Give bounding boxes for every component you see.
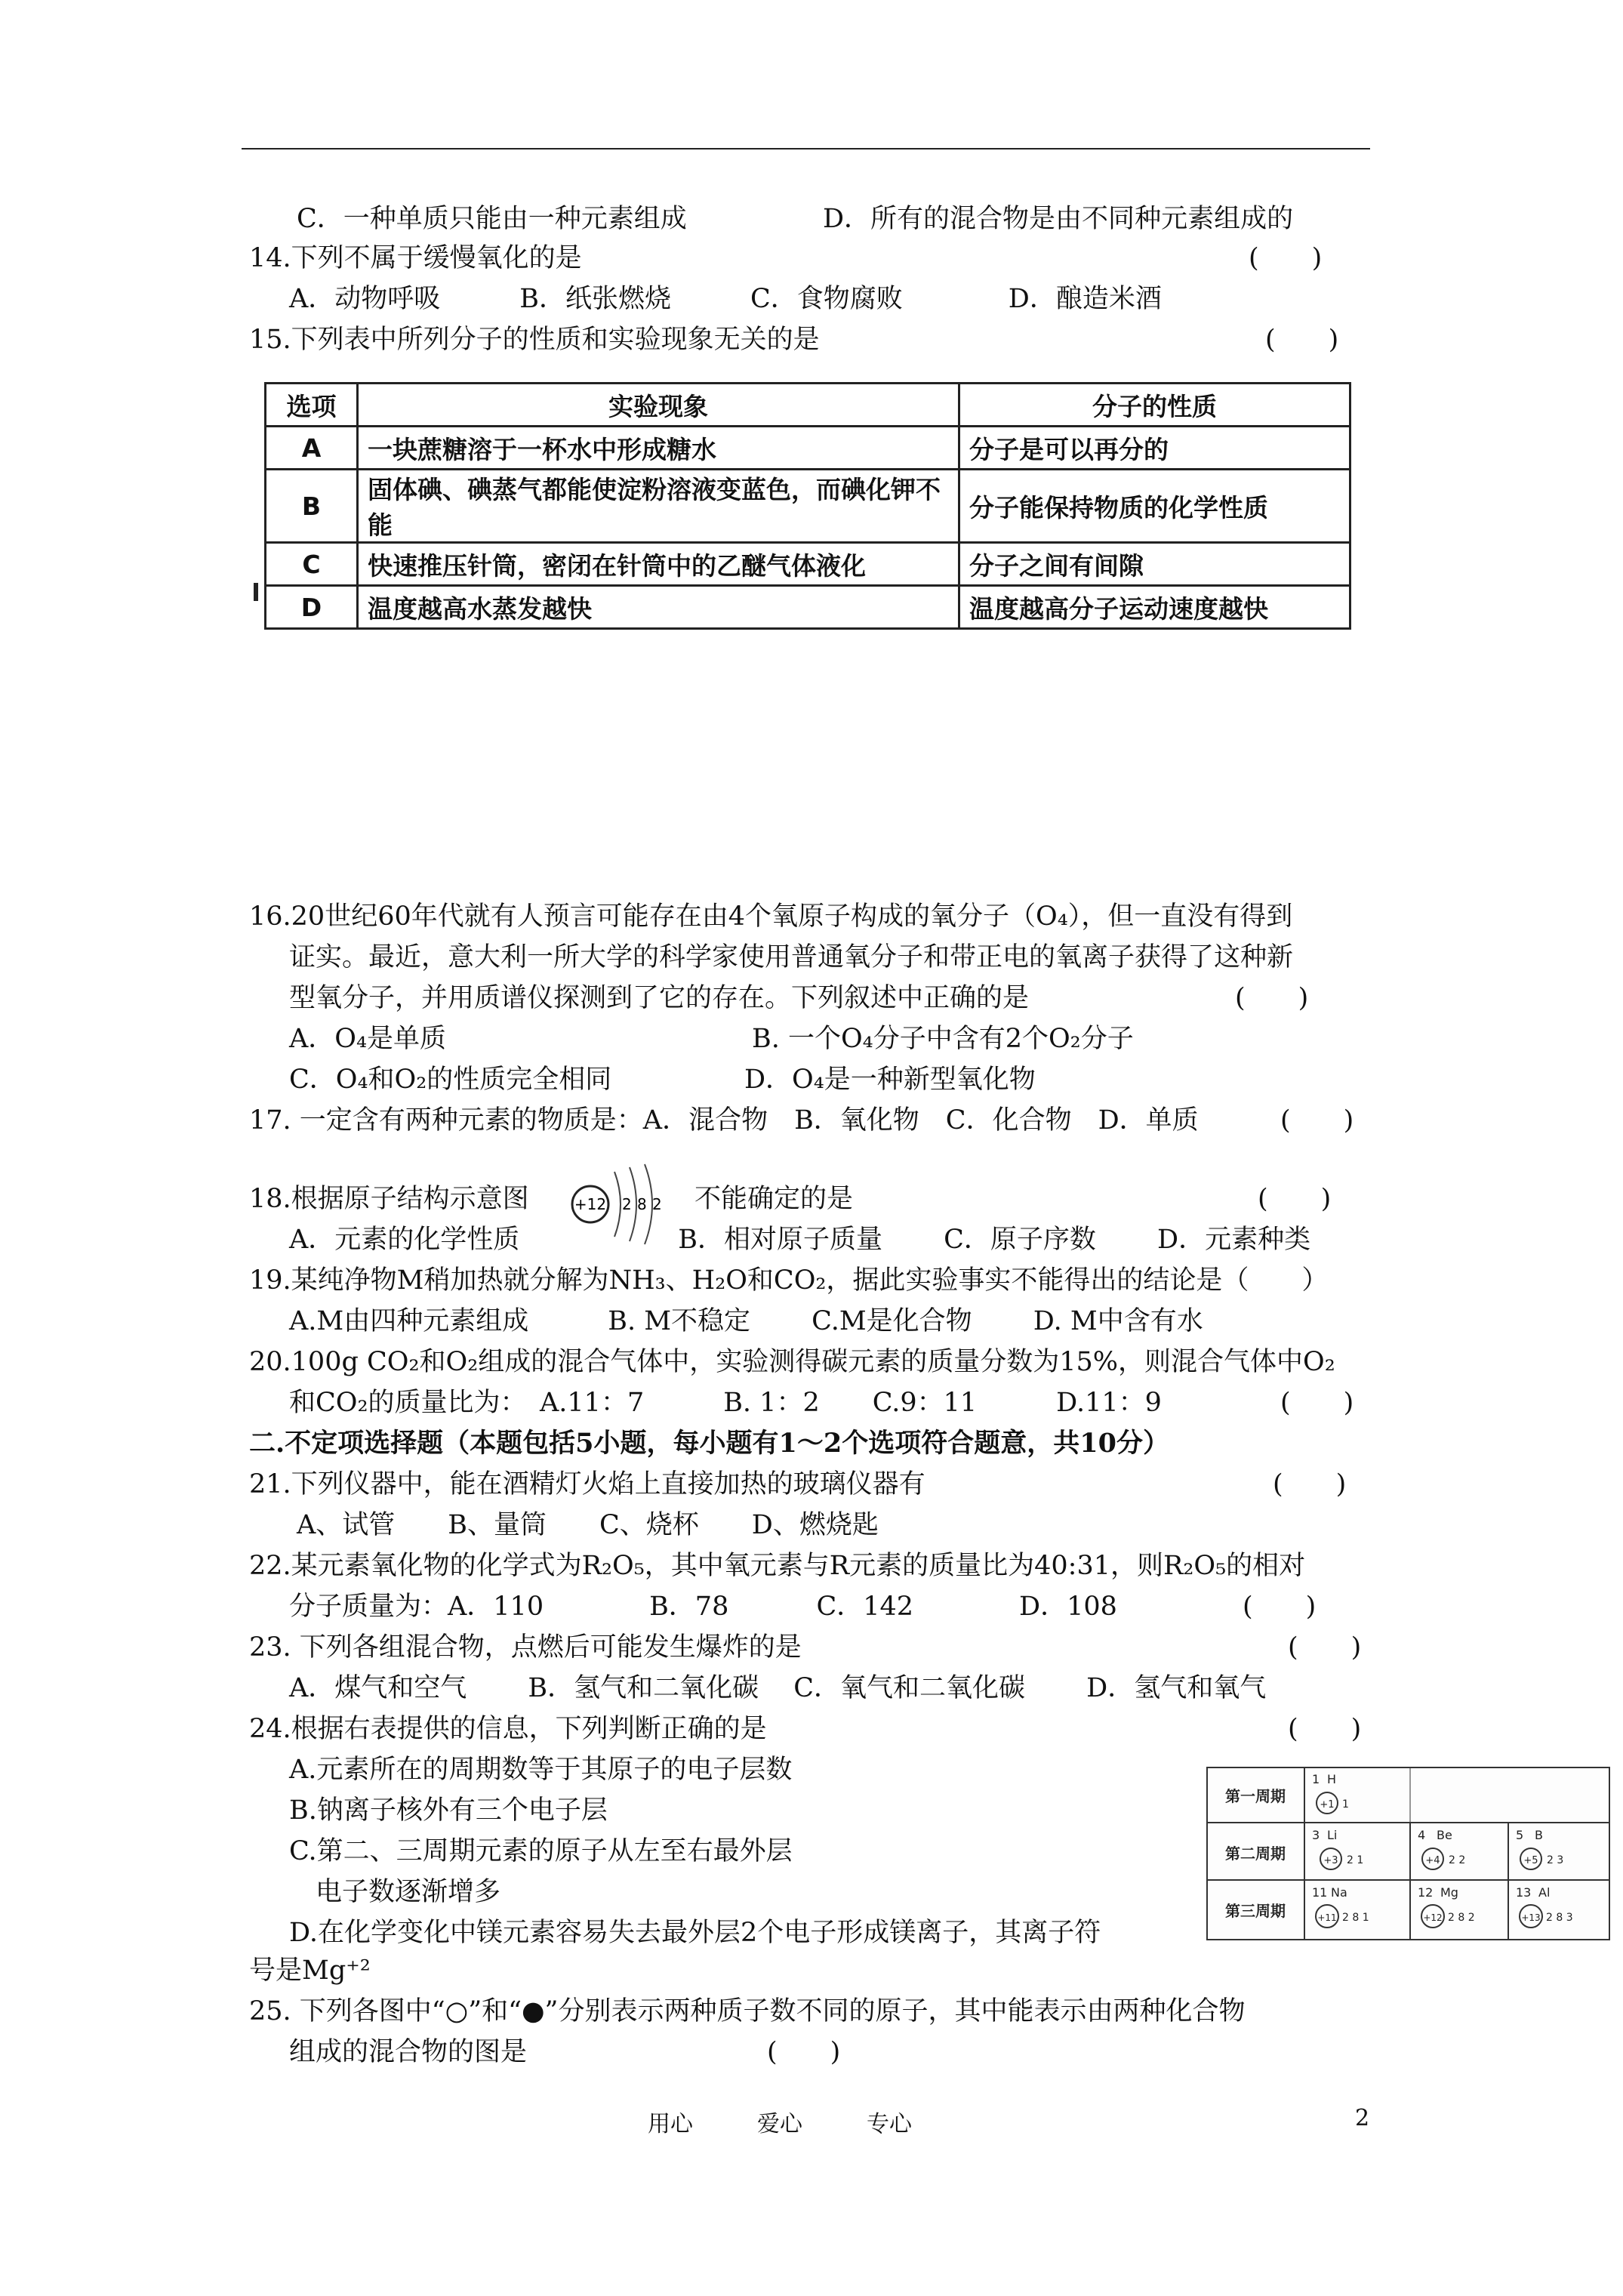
shell-counts: 2 1 — [1347, 1854, 1364, 1866]
table-header-cell: 实验现象 — [358, 384, 959, 427]
element-number: 4 — [1418, 1828, 1426, 1842]
shell-count-2: 8 — [637, 1195, 647, 1213]
period-label: 第三周期 — [1225, 1902, 1286, 1920]
table-scan-mark — [254, 583, 258, 601]
table-cell: 快速推压针筒，密闭在针筒中的乙醚气体液化 — [358, 543, 959, 586]
q24-option-c-line1: C.第二、三周期元素的原子从左至右最外层 — [289, 1836, 793, 1866]
q13-option-c: C．一种单质只能由一种元素组成 — [297, 204, 687, 234]
nucleus-charge: +4 — [1425, 1855, 1440, 1866]
q16-line2: 证实。最近，意大利一所大学的科学家使用普通氧分子和带正电的氧离子获得了这种新 — [289, 942, 1294, 972]
q18-options: A．元素的化学性质 B．相对原子质量 C．原子序数 D．元素种类 — [289, 1225, 1311, 1255]
table-header-cell: 选项 — [266, 384, 358, 427]
q21-options: A、试管 B、量筒 C、烧杯 D、燃烧匙 — [297, 1510, 879, 1540]
q20-line2: 和CO₂的质量比为： A.11：7 B. 1：2 C.9：11 D.11：9 — [289, 1388, 1162, 1418]
table-cell: 分子是可以再分的 — [959, 427, 1350, 470]
header-rule — [242, 148, 1370, 149]
q17-answer-paren: ( ) — [1280, 1105, 1354, 1136]
element-number: 13 — [1516, 1885, 1532, 1900]
page-number: 2 — [1355, 2105, 1370, 2131]
q16-line1: 16.20世纪60年代就有人预言可能存在由4个氧原子构成的氧分子（O₄），但一直没有得到 — [249, 901, 1293, 932]
q24-stem: 24.根据右表提供的信息，下列判断正确的是 — [249, 1714, 767, 1744]
element-number: 1 — [1312, 1772, 1320, 1786]
footer-text: 专心 — [867, 2111, 912, 2137]
element-number: 5 — [1516, 1828, 1524, 1842]
table-header-cell: 分子的性质 — [959, 384, 1350, 427]
periodic-table-figure — [1206, 1767, 1610, 1940]
shell-counts: 2 8 3 — [1546, 1912, 1573, 1924]
q16-option-d: D．O₄是一种新型氧化物 — [744, 1065, 1036, 1095]
table-cell: 温度越高分子运动速度越快 — [959, 586, 1350, 629]
q16-option-b: B. 一个O₄分子中含有2个O₂分子 — [752, 1024, 1134, 1054]
q15-stem: 15.下列表中所列分子的性质和实验现象无关的是 — [249, 325, 820, 355]
table-cell: D — [266, 586, 358, 629]
nucleus-charge: +11 — [1317, 1912, 1337, 1923]
q21-stem: 21.下列仪器中，能在酒精灯火焰上直接加热的玻璃仪器有 — [249, 1469, 925, 1499]
element-symbol: Be — [1437, 1828, 1452, 1842]
q20-line1: 20.100g CO₂和O₂组成的混合气体中，实验测得碳元素的质量分数为15%，则混合气体中O₂ — [249, 1347, 1335, 1377]
q23-stem: 23. 下列各组混合物，点燃后可能发生爆炸的是 — [249, 1632, 802, 1663]
q24-option-d-line1: D.在化学变化中镁元素容易失去最外层2个电子形成镁离子，其离子符 — [289, 1918, 1101, 1948]
q14-stem: 14.下列不属于缓慢氧化的是 — [249, 243, 582, 273]
element-symbol: H — [1327, 1772, 1337, 1786]
element-number: 3 — [1312, 1828, 1320, 1842]
q16-answer-paren: ( ) — [1235, 983, 1309, 1013]
nucleus-charge: +12 — [574, 1195, 607, 1213]
q17-text: 17. 一定含有两种元素的物质是：A．混合物 B．氧化物 C．化合物 D．单质 — [249, 1105, 1199, 1136]
table-cell: 分子能保持物质的化学性质 — [959, 470, 1350, 543]
q24-option-d-line2: 号是Mg⁺² — [249, 1955, 371, 1986]
q22-answer-paren: ( ) — [1243, 1592, 1317, 1622]
shell-counts: 2 3 — [1547, 1854, 1564, 1866]
nucleus-charge: +1 — [1320, 1799, 1335, 1811]
table-cell: B — [266, 470, 358, 543]
q16-line3: 型氧分子，并用质谱仪探测到了它的存在。下列叙述中正确的是 — [289, 983, 1030, 1013]
nucleus-charge: +5 — [1523, 1855, 1538, 1866]
q25-line2: 组成的混合物的图是 — [289, 2037, 528, 2067]
q24-option-c-line2: 电子数逐渐增多 — [316, 1877, 501, 1907]
q18-stem-b: 不能确定的是 — [694, 1184, 854, 1214]
q21-answer-paren: ( ) — [1273, 1469, 1347, 1499]
element-symbol: Na — [1331, 1885, 1347, 1900]
section-heading: 二.不定项选择题（本题包括5小题，每小题有1～2个选项符合题意，共10分） — [249, 1428, 1169, 1459]
q24-option-a: A.元素所在的周期数等于其原子的电子层数 — [289, 1755, 793, 1785]
element-symbol: Mg — [1440, 1885, 1458, 1900]
period-label: 第一周期 — [1225, 1787, 1286, 1805]
shell-counts: 2 8 2 — [1448, 1912, 1475, 1924]
shell-count-1: 2 — [622, 1195, 632, 1213]
nucleus-charge: +12 — [1423, 1912, 1443, 1923]
q22-line2: 分子质量为：A．110 B．78 C．142 D．108 — [289, 1592, 1117, 1622]
q25-line1: 25. 下列各图中“○”和“●”分别表示两种质子数不同的原子，其中能表示由两种化合物 — [249, 1996, 1246, 2026]
q16-option-c: C．O₄和O₂的性质完全相同 — [289, 1065, 612, 1095]
shell-counts: 2 8 1 — [1342, 1912, 1369, 1924]
table-header-row — [266, 384, 1350, 427]
table-row — [266, 427, 1350, 470]
element-symbol: Al — [1538, 1885, 1551, 1900]
q19-stem: 19.某纯净物M稍加热就分解为NH₃、H₂O和CO₂，据此实验事实不能得出的结论是（ ） — [249, 1265, 1329, 1296]
table-cell: 分子之间有间隙 — [959, 543, 1350, 586]
nucleus-charge: +3 — [1323, 1855, 1338, 1866]
q19-options: A.M由四种元素组成 B. M不稳定 C.M是化合物 D. M中含有水 — [289, 1306, 1203, 1336]
q16-option-a: A．O₄是单质 — [289, 1024, 447, 1054]
element-number: 12 — [1418, 1885, 1434, 1900]
q14-answer-paren: ( ) — [1249, 243, 1323, 273]
table-row — [266, 470, 1350, 543]
q13-option-d: D．所有的混合物是由不同种元素组成的 — [823, 204, 1294, 234]
period-label: 第二周期 — [1225, 1845, 1286, 1863]
q14-options: A．动物呼吸 B．纸张燃烧 C．食物腐败 D．酿造米酒 — [289, 284, 1162, 314]
footer-text: 爱心 — [757, 2111, 802, 2137]
shell-count-3: 2 — [652, 1195, 662, 1213]
table-cell: 一块蔗糖溶于一杯水中形成糖水 — [358, 427, 959, 470]
q15-answer-paren: ( ) — [1265, 325, 1339, 355]
q18-stem-a: 18.根据原子结构示意图 — [249, 1184, 529, 1214]
nucleus-charge: +13 — [1521, 1912, 1541, 1923]
q24-answer-paren: ( ) — [1288, 1714, 1362, 1744]
q23-options: A．煤气和空气 B．氢气和二氧化碳 C．氧气和二氧化碳 D．氢气和氧气 — [289, 1673, 1267, 1703]
footer-text: 用心 — [648, 2111, 693, 2137]
table-row — [266, 586, 1350, 629]
table-cell: 温度越高水蒸发越快 — [358, 586, 959, 629]
shell-counts: 1 — [1342, 1798, 1349, 1811]
q20-answer-paren: ( ) — [1280, 1388, 1354, 1418]
element-symbol: Li — [1327, 1828, 1338, 1842]
table-cell: A — [266, 427, 358, 470]
q23-answer-paren: ( ) — [1288, 1632, 1362, 1663]
q15-table — [264, 382, 1351, 630]
shell-counts: 2 2 — [1449, 1854, 1466, 1866]
table-cell: C — [266, 543, 358, 586]
q18-answer-paren: ( ) — [1258, 1184, 1332, 1214]
q25-answer-paren: ( ) — [767, 2037, 841, 2067]
table-cell: 固体碘、碘蒸气都能使淀粉溶液变蓝色，而碘化钾不能 — [358, 470, 959, 543]
q24-option-b: B.钠离子核外有三个电子层 — [289, 1795, 608, 1826]
element-number: 11 — [1312, 1885, 1328, 1900]
q22-line1: 22.某元素氧化物的化学式为R₂O₅，其中氧元素与R元素的质量比为40:31，则R₂O₅的相对 — [249, 1551, 1306, 1581]
table-row — [266, 543, 1350, 586]
element-symbol: B — [1535, 1828, 1543, 1842]
